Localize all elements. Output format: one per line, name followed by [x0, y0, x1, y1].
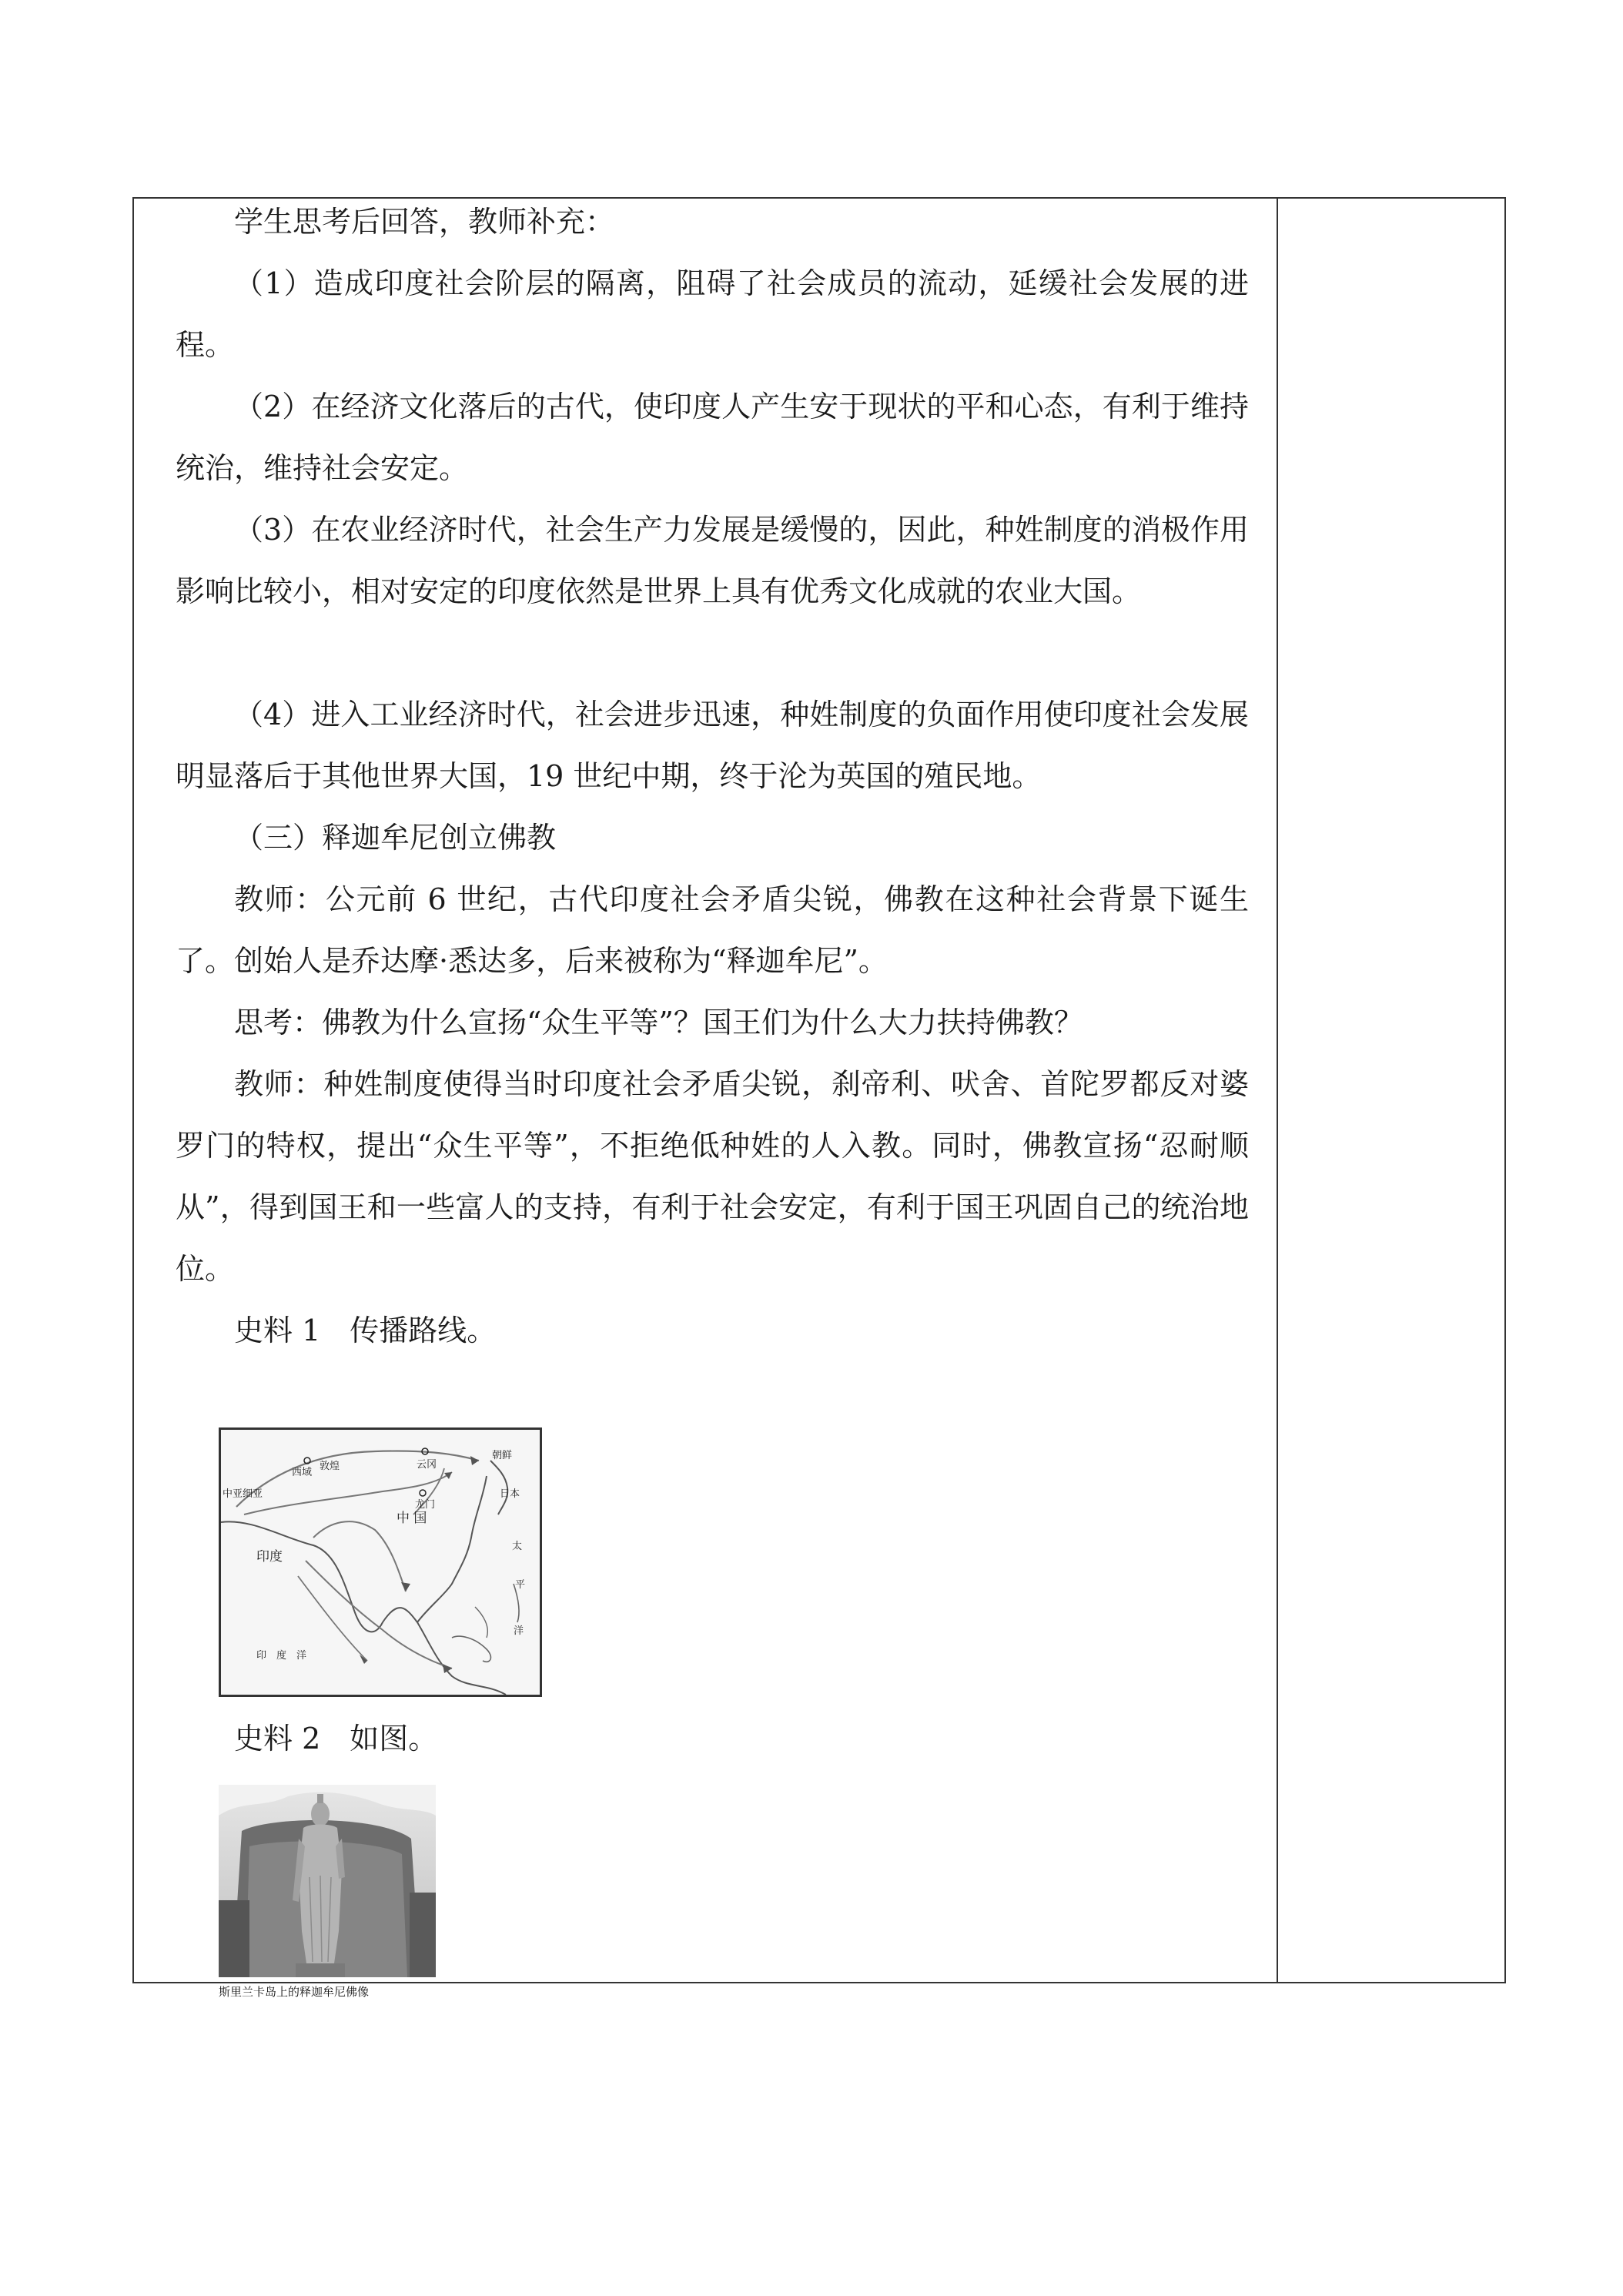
- map-label-western-regions: 西域: [292, 1467, 313, 1478]
- lesson-table: [132, 197, 1506, 1999]
- paragraph-teacher-1: 教师：公元前 6 世纪，古代印度社会矛盾尖锐，佛教在这种社会背景下诞生了。创始人是乔达摩·悉达多，后来被称为“释迦牟尼”。: [176, 882, 1249, 978]
- map-label-japan: 日本: [500, 1488, 520, 1500]
- source-label-2: 史料 2 如图。: [234, 1722, 438, 1755]
- source-label-1: 史料 1 传播路线。: [234, 1314, 497, 1347]
- map-label-pacific-3: 洋: [514, 1625, 524, 1637]
- map-label-dunhuang: 敦煌: [320, 1461, 340, 1472]
- paragraph-question: 思考：佛教为什么宣扬“众生平等”？国王们为什么大力扶持佛教？: [234, 1006, 1083, 1039]
- map-label-china: 中 国: [397, 1511, 427, 1526]
- buddhism-spread-map: [219, 1427, 542, 1697]
- main-content-cell: [134, 199, 1277, 1999]
- map-label-indian-ocean: 印 度 洋: [256, 1650, 307, 1662]
- paragraph-teacher-2: 教师：种姓制度使得当时印度社会矛盾尖锐，刹帝利、吠舍、首陀罗都反对婆罗门的特权，提出“众生平等”，不拒绝低种姓的人入教。同时，佛教宣扬“忍耐顺从”，得到国王和一些富人的支持，有利于社会安定，有利于国王巩固自己的统治地位。: [176, 1067, 1249, 1286]
- paragraph-point-2: （2）在经济文化落后的古代，使印度人产生安于现状的平和心态，有利于维持统治，维持社会安定。: [176, 390, 1249, 485]
- paragraph-point-3: （3）在农业经济时代，社会生产力发展是缓慢的，因此，种姓制度的消极作用影响比较小，相对安定的印度依然是世界上具有优秀文化成就的农业大国。: [176, 513, 1249, 608]
- map-label-central-asia: 中亚细亚: [223, 1488, 263, 1500]
- map-label-longmen: 龙门: [415, 1499, 436, 1511]
- map-label-india: 印度: [256, 1549, 283, 1565]
- map-label-korea: 朝鲜: [492, 1450, 513, 1461]
- paragraph-intro: 学生思考后回答，教师补充：: [234, 205, 615, 239]
- map-label-pacific-1: 太: [512, 1541, 523, 1552]
- buddha-statue-photo: [219, 1785, 436, 1977]
- column-divider: [1277, 199, 1278, 1982]
- statue-drawing: [219, 1785, 436, 1977]
- statue-caption: 斯里兰卡岛上的释迦牟尼佛像: [219, 1985, 370, 1999]
- map-label-pacific-2: 平: [515, 1579, 526, 1591]
- section-heading-buddhism: （三）释迦牟尼创立佛教: [234, 821, 557, 855]
- map-label-yungang: 云冈: [417, 1459, 437, 1471]
- paragraph-point-4: （4）进入工业经济时代，社会进步迅速，种姓制度的负面作用使印度社会发展明显落后于其他世界大国，19 世纪中期，终于沦为英国的殖民地。: [176, 698, 1249, 793]
- paragraph-point-1: （1）造成印度社会阶层的隔离，阻碍了社会成员的流动，延缓社会发展的进程。: [176, 266, 1249, 362]
